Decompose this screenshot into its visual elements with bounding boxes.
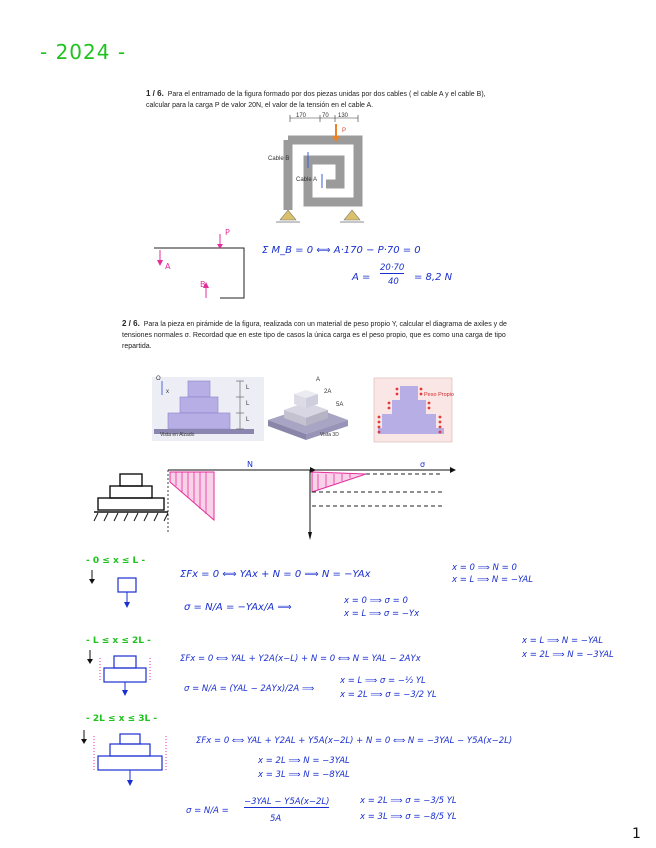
section3-eq2-lhs: σ = N/A = xyxy=(186,806,229,816)
problem1-text: Para el entramado de la figura formado por dos piezas unidas por dos cables ( el cable A y el cable B), calcular para la carga P de valor 20N, el valor de la tensión en el cable A. xyxy=(146,91,486,109)
section3-case1b: x = 3L ⟹ N = −8YAL xyxy=(258,770,350,780)
pyramid-sketch xyxy=(94,472,168,524)
problem1-eq2-den: 40 xyxy=(388,277,399,287)
section1-case2b: x = L ⟹ σ = −Yx xyxy=(344,609,420,619)
problem1-statement xyxy=(146,88,506,111)
sketch-p: P xyxy=(225,228,230,237)
fig1-dim3: 130 xyxy=(338,113,349,119)
problem2-statement xyxy=(122,318,512,352)
fig2-caption: Vista en Alzado xyxy=(160,432,195,438)
section1-case1a: x = 0 ⟹ N = 0 xyxy=(452,563,517,573)
section2-case1b: x = 2L ⟹ N = −3YAL xyxy=(522,650,614,660)
section2-sketch xyxy=(86,650,156,700)
fig1-dim1: 170 xyxy=(296,113,307,119)
section1-eq1: ΣFx = 0 ⟺ YAx + N = 0 ⟹ N = −YAx xyxy=(180,569,371,580)
problem1-eq2-rhs: = 8,2 N xyxy=(414,272,453,283)
axial-n-label: N xyxy=(247,460,253,469)
fig1-load-label: P xyxy=(342,128,347,134)
sketch-b: B xyxy=(200,280,206,289)
section1-case2a: x = 0 ⟹ σ = 0 xyxy=(344,596,408,606)
section3-eq1: ΣFx = 0 ⟺ YAL + Y2AL + Y5A(x−2L) + N = 0 ⟺ N = −3YAL − Y5A(x−2L) xyxy=(196,736,513,746)
problem2-selfweight-figure xyxy=(374,378,452,442)
sketch-a: A xyxy=(165,262,171,271)
axial-diagram xyxy=(164,462,314,542)
section1-eq2: σ = N/A = −YAx/A ⟹ xyxy=(184,602,292,613)
problem2-text: Para la pieza en pirámide de la figura, realizada con un material de peso propio Y, calcular el diagrama de axiles y de tensiones normales σ. Recordad que en este tipo de casos la única carga es el peso propio, que es como una carga de tipo repartida. xyxy=(122,321,507,350)
section2-case1a: x = L ⟹ N = −YAL xyxy=(522,636,603,646)
fig2-x: x xyxy=(166,389,169,395)
section3-eq2-num: −3YAL − Y5A(x−2L) xyxy=(244,797,330,807)
section2-case2a: x = L ⟹ σ = −½ YL xyxy=(340,676,426,686)
fig3d-caption: Vista 3D xyxy=(320,432,339,438)
selfweight-label: Peso Propio xyxy=(424,392,454,398)
fig2-l3: L xyxy=(246,417,250,423)
problem1-number: 1 / 6. xyxy=(146,89,164,98)
section3-case2a: x = 2L ⟹ σ = −3/5 YL xyxy=(360,796,457,806)
section3-eq2-den: 5A xyxy=(270,814,282,824)
section1-sketch xyxy=(88,570,138,610)
section3-case2b: x = 3L ⟹ σ = −8/5 YL xyxy=(360,812,457,822)
problem1-eq2-num: 20·70 xyxy=(380,263,405,273)
section2-case2b: x = 2L ⟹ σ = −3/2 YL xyxy=(340,690,437,700)
fig2-l2: L xyxy=(246,401,250,407)
fig3d-5a: 5A xyxy=(336,402,344,408)
section3-sketch xyxy=(76,730,166,800)
problem1-figure xyxy=(270,112,370,232)
year-note: - 2024 - xyxy=(40,40,127,64)
fig3d-2a: 2A xyxy=(324,389,332,395)
fig2-origin: O xyxy=(156,376,161,382)
section2-eq2: σ = N/A = (YAL − 2AYx)/2A ⟹ xyxy=(184,684,315,694)
fig1-cable-b: Cable B xyxy=(268,156,290,162)
stress-diagram xyxy=(306,462,456,542)
page-number: 1 xyxy=(632,826,641,842)
section3-case1a: x = 2L ⟹ N = −3YAL xyxy=(258,756,350,766)
fig2-l1: L xyxy=(246,385,250,391)
section1-range: - 0 ≤ x ≤ L - xyxy=(86,556,146,566)
fig1-cable-a: Cable A xyxy=(296,177,318,183)
problem2-number: 2 / 6. xyxy=(122,319,140,328)
fig3d-a: A xyxy=(316,377,321,383)
section3-range: - 2L ≤ x ≤ 3L - xyxy=(86,714,158,724)
problem1-eq1: Σ M_B = 0 ⟺ A·170 − P·70 = 0 xyxy=(262,245,421,256)
problem1-eq2-lhs: A = xyxy=(352,272,371,283)
section2-range: - L ≤ x ≤ 2L - xyxy=(86,636,151,646)
section2-eq1: ΣFx = 0 ⟺ YAL + Y2A(x−L) + N = 0 ⟺ N = YAL − 2AYx xyxy=(180,654,421,664)
fig1-dim2: 70 xyxy=(322,113,329,119)
stress-sigma-label: σ xyxy=(420,460,426,469)
section1-case1b: x = L ⟹ N = −YAL xyxy=(452,575,533,585)
